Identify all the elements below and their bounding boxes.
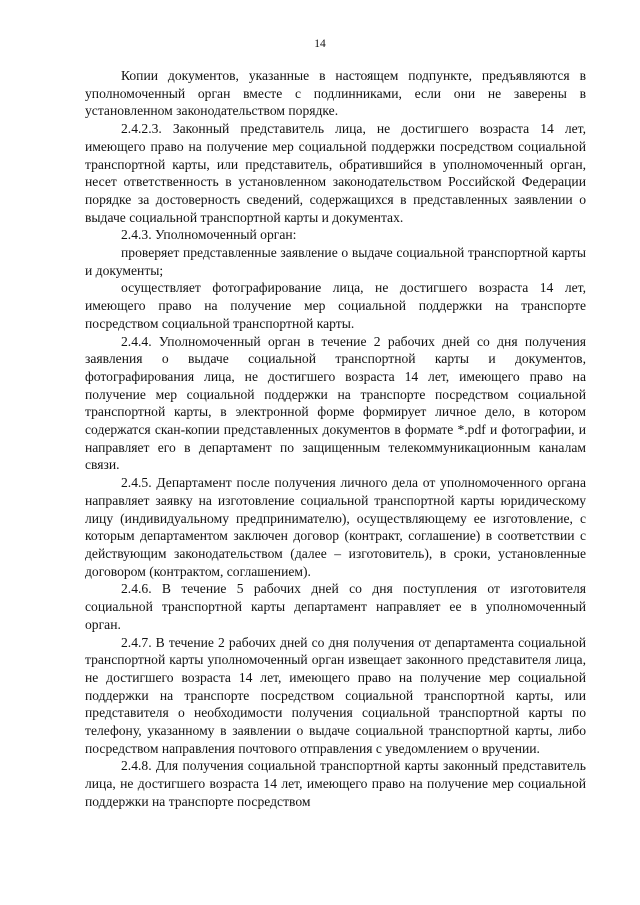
paragraph-2-4-5: 2.4.5. Департамент после получения личного дела от уполномоченного органа направляет заявку на изготовление социальной транспортной карты юридическому лицу (индивидуальному предпринимателю), осуществляющему ее изготовление, с которым департаментом заключен договор (контракт, соглашение) в соответствии с действующим законодательством (далее – изготовитель), в сроки, установленные договором (контрактом, соглашением). [85, 475, 586, 579]
paragraph-2-4-6: 2.4.6. В течение 5 рабочих дней со дня поступления от изготовителя социальной транспортной карты департамент направляет ее в уполномоченный орган. [85, 581, 586, 632]
paragraph-2-4-8: 2.4.8. Для получения социальной транспортной карты законный представитель лица, не достигшего возраста 14 лет, имеющего право на получение мер социальной поддержки на транспорте посредством [85, 758, 586, 809]
document-body [85, 67, 586, 811]
page-number: 14 [314, 38, 326, 50]
paragraph-photographs: осуществляет фотографирование лица, не достигшего возраста 14 лет, имеющего право на получение мер социальной поддержки на транспорте посредством социальной транспортной карты. [85, 280, 586, 331]
paragraph-checks-documents: проверяет представленные заявление о выдаче социальной транспортной карты и документы; [85, 245, 586, 278]
paragraph-copies-of-documents: Копии документов, указанные в настоящем подпункте, предъявляются в уполномоченный орган вместе с подлинниками, если они не заверены в установленном законодательством порядке. [85, 68, 586, 119]
paragraph-2-4-7: 2.4.7. В течение 2 рабочих дней со дня получения от департамента социальной транспортной карты уполномоченный орган извещает законного представителя лица, не достигшего возраста 14 лет, имеющего право на получение мер социальной поддержки на транспорте посредством социальной транспортной карты, или представителя о необходимости получения социальной транспортной карты по телефону, указанному в заявлении о выдаче социальной транспортной карты, либо посредством направления почтового отправления с уведомлением о вручении. [85, 634, 586, 756]
paragraph-2-4-4: 2.4.4. Уполномоченный орган в течение 2 рабочих дней со дня получения заявления о выдаче социальной транспортной карты и документов, фотографирования лица, не достигшего возраста 14 лет, имеющего право на получение мер социальной поддержки на транспорте посредством социальной транспортной карты, в электронной форме формирует личное дело, в котором содержатся скан-копии представленных документов в формате *.pdf и фотографии, и направляет его в департамент по защищенным телекоммуникационным каналам связи. [85, 333, 586, 473]
paragraph-2-4-3: 2.4.3. Уполномоченный орган: [121, 227, 297, 243]
paragraph-2-4-2-3: 2.4.2.3. Законный представитель лица, не достигшего возраста 14 лет, имеющего право на получение мер социальной поддержки посредством социальной транспортной карты, или представитель, обратившийся в уполномоченный орган, несет ответственность в установленном законодательством Российской Федерации порядке за достоверность сведений, содержащихся в представленных заявлении о выдаче социальной транспортной карты и документах. [85, 121, 586, 225]
